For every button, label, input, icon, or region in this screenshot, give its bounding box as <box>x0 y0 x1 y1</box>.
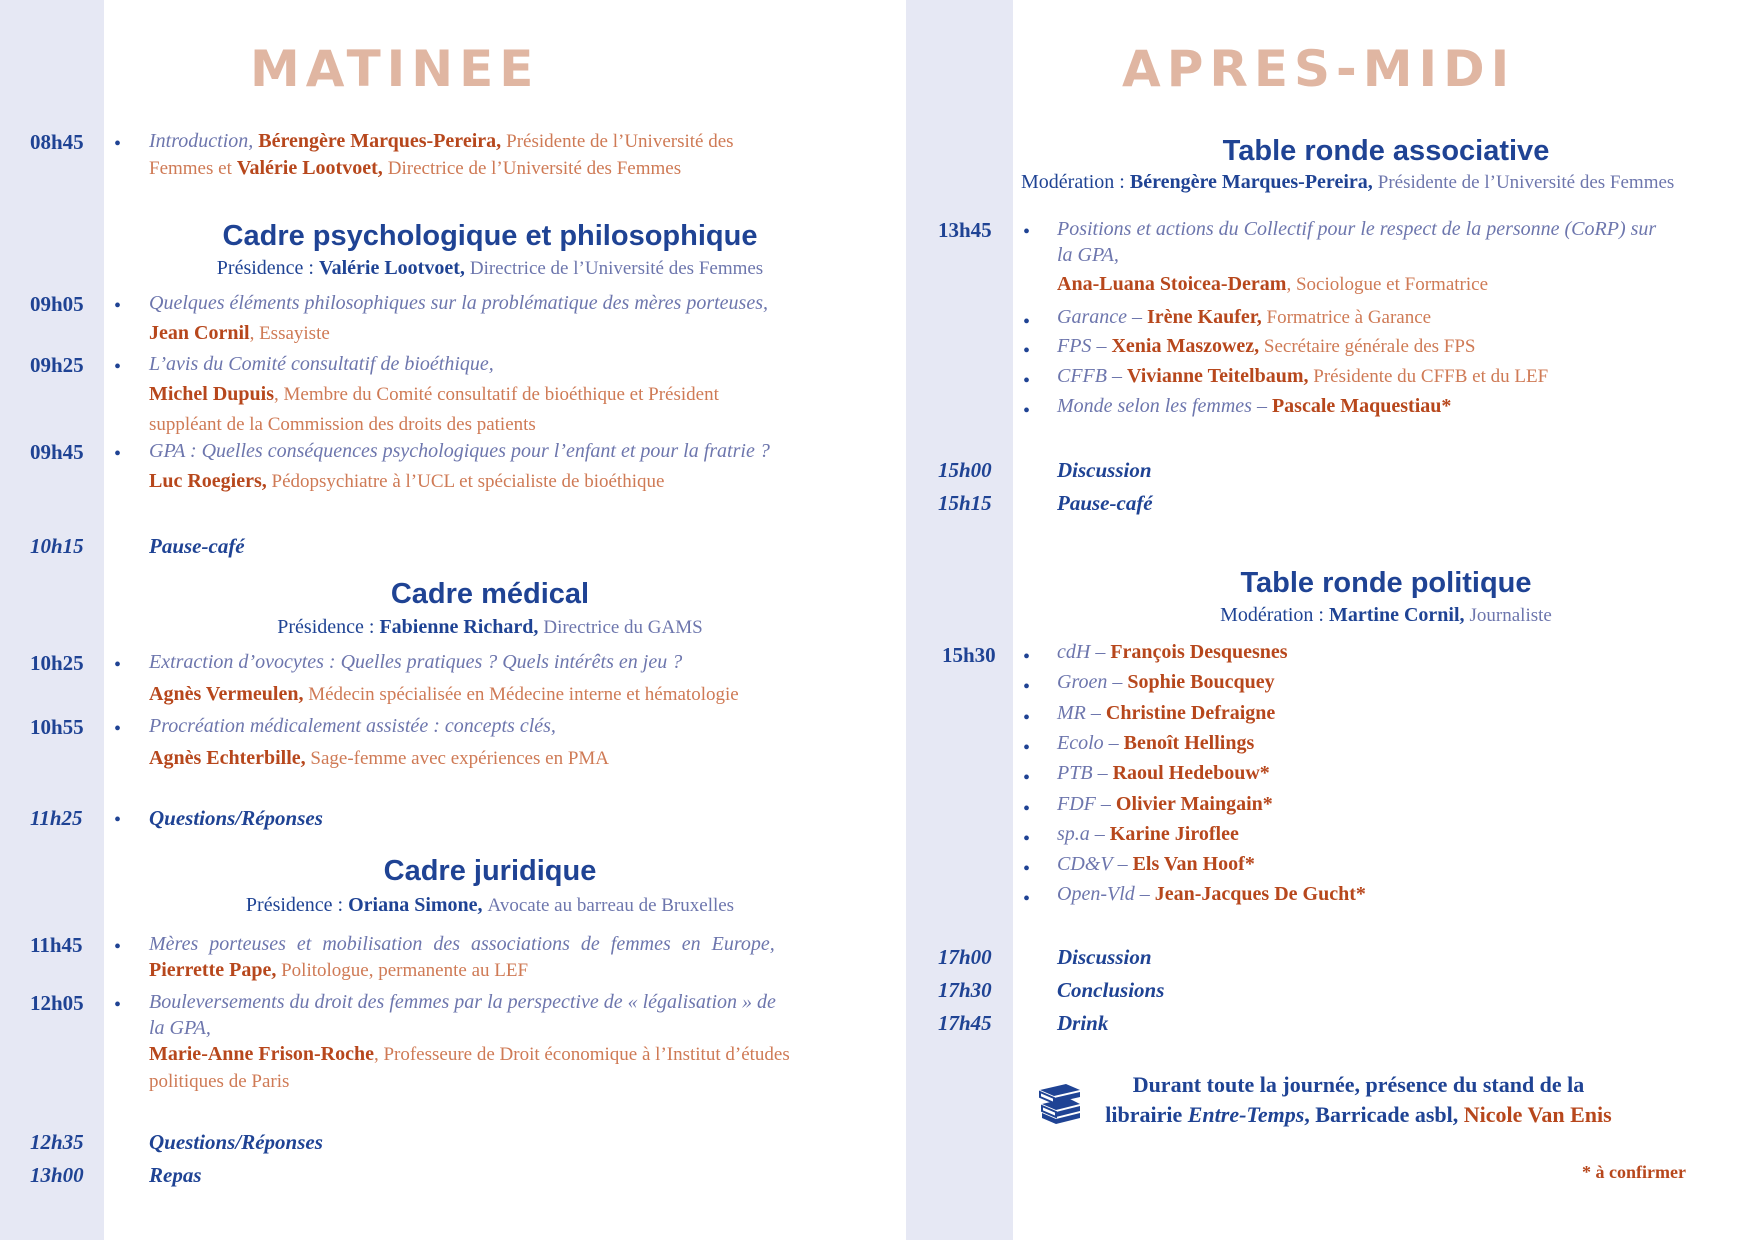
speaker-name: Valérie Lootvoet, <box>236 157 383 179</box>
section-chair-legal: Présidence : Oriana Simone, Avocate au barreau de Bruxelles <box>245 894 735 916</box>
time-1300: 13h00 <box>30 1163 84 1187</box>
time-1500: 15h00 <box>938 458 992 482</box>
bullet: • <box>1023 340 1031 362</box>
panel-member: MR – Christine Defraigne <box>1057 701 1276 724</box>
time-1145: 11h45 <box>30 933 83 957</box>
roundtable-assoc-moderator: Modération : Bérengère Marques-Pereira, Présidente de l’Université des Femmes <box>1021 171 1675 193</box>
speaker-name: Luc Roegiers, <box>149 470 267 492</box>
bullet: • <box>114 295 122 317</box>
time-1730: 17h30 <box>938 978 992 1002</box>
bullet: • <box>1023 370 1031 392</box>
qa-label: Questions/Réponses <box>149 806 323 830</box>
talk-item: L’avis du Comité consultatif de bioéthique, Michel Dupuis, Membre du Comité consultatif de bioéthique et Président suppléant de la Commission des droits des patients <box>149 353 719 435</box>
speaker-name: Jean Cornil <box>149 322 250 344</box>
roundtable-pol-moderator: Modération : Martine Cornil, Journaliste <box>1220 604 1552 626</box>
talk-item: Extraction d’ovocytes : Quelles pratiques ? Quels intérêts en jeu ? Agnès Vermeulen, Médecin spécialisée en Médecine interne et hématologie <box>149 651 739 705</box>
bullet: • <box>114 133 122 155</box>
bullet: • <box>1023 767 1031 790</box>
speaker-name: Pierrette Pape, <box>149 959 277 981</box>
talk-item: Mères porteuses et mobilisation des associations de femmes en Europe, Pierrette Pape, Politologue, permanente au LEF <box>149 933 775 981</box>
speaker-name: Agnès Vermeulen, <box>149 683 304 705</box>
conclusions-label: Conclusions <box>1057 978 1165 1002</box>
time-1055: 10h55 <box>30 715 84 739</box>
bullet: • <box>1023 797 1031 820</box>
bullet: • <box>1023 400 1031 422</box>
section-title-psycho: Cadre psychologique et philosophique <box>222 220 758 252</box>
time-0905: 09h05 <box>30 292 84 316</box>
panel-member: sp.a – Karine Jiroflee <box>1057 822 1239 845</box>
time-1345: 13h45 <box>938 218 992 242</box>
time-1205: 12h05 <box>30 991 84 1015</box>
qa-label: Questions/Réponses <box>149 1130 323 1154</box>
time-1530: 15h30 <box>942 643 996 667</box>
talk-item: Quelques éléments philosophiques sur la problématique des mères porteuses, Jean Cornil, Essayiste <box>149 292 768 344</box>
pause-label: Pause-café <box>1057 491 1153 515</box>
afternoon-panel <box>906 0 1754 1240</box>
speaker-name: Bérengère Marques-Pereira, <box>258 130 502 152</box>
time-1745: 17h45 <box>938 1011 992 1035</box>
panel-member: FDF – Olivier Maingain* <box>1057 792 1273 815</box>
bullet: • <box>114 809 122 831</box>
bullet: • <box>1023 888 1031 911</box>
time-1025: 10h25 <box>30 651 84 675</box>
panel-member: Monde selon les femmes – Pascale Maquestiau* <box>1057 395 1452 417</box>
section-chair-medical: Présidence : Fabienne Richard, Directrice du GAMS <box>277 616 703 638</box>
section-chair-psycho: Présidence : Valérie Lootvoet, Directrice de l’Université des Femmes <box>216 257 764 279</box>
bookstand-note: Durant toute la journée, présence du stand de la librairie Entre-Temps, Barricade asbl, Nicole Van Enis <box>1105 1072 1612 1127</box>
panel-member: FPS – Xenia Maszowez, Secrétaire générale des FPS <box>1057 335 1476 357</box>
time-1015: 10h15 <box>30 534 84 558</box>
bullet: • <box>1023 221 1031 243</box>
bullet: • <box>114 994 122 1016</box>
afternoon-title: APRES-MIDI <box>1122 40 1516 98</box>
speaker-name: Ana-Luana Stoicea-Deram <box>1057 273 1287 295</box>
pause-label: Pause-café <box>149 534 245 558</box>
panel-member: Open-Vld – Jean-Jacques De Gucht* <box>1057 883 1366 906</box>
time-0845: 08h45 <box>30 130 84 154</box>
bullet: • <box>1023 736 1031 759</box>
to-confirm-note: * à confirmer <box>1582 1162 1686 1182</box>
bullet: • <box>114 936 122 958</box>
discussion-label: Discussion <box>1057 458 1152 482</box>
time-1515: 15h15 <box>938 491 992 515</box>
section-title-legal: Cadre juridique <box>383 855 597 887</box>
panel-member: PTB – Raoul Hedebouw* <box>1057 762 1270 785</box>
discussion-label: Discussion <box>1057 945 1152 969</box>
bullet: • <box>1023 676 1031 699</box>
talk-item: Positions et actions du Collectif pour le respect de la personne (CoRP) sur la GPA, Ana-Luana Stoicea-Deram, Sociologue et Formatrice <box>1057 218 1657 295</box>
bullet: • <box>1023 827 1031 850</box>
drink-label: Drink <box>1057 1011 1109 1035</box>
panel-member: Ecolo – Benoît Hellings <box>1057 731 1255 754</box>
speaker-name: Marie-Anne Frison-Roche <box>149 1043 374 1065</box>
time-0925: 09h25 <box>30 353 84 377</box>
panel-member: CFFB – Vivianne Teitelbaum, Présidente du CFFB et du LEF <box>1057 365 1549 387</box>
section-title-medical: Cadre médical <box>390 578 590 610</box>
panel-member: CD&V – Els Van Hoof* <box>1057 853 1255 876</box>
bullet: • <box>1023 311 1031 333</box>
lunch-label: Repas <box>149 1163 202 1187</box>
roundtable-assoc-title: Table ronde associative <box>1222 135 1550 167</box>
morning-title: MATINEE <box>250 40 540 98</box>
talk-item: GPA : Quelles conséquences psychologiques pour l’enfant et pour la fratrie ? Luc Roegiers, Pédopsychiatre à l’UCL et spécialiste de bioéthique <box>149 440 770 492</box>
time-1700: 17h00 <box>938 945 992 969</box>
talk-item: Procréation médicalement assistée : concepts clés, Agnès Echterbille, Sage-femme avec expériences en PMA <box>149 715 609 769</box>
talk-item: Bouleversements du droit des femmes par la perspective de « légalisation » de la GPA, Marie-Anne Frison-Roche, Professeure de Droit économique à l’Institut d’études politiques de Paris <box>149 991 790 1092</box>
panel-member: Groen – Sophie Boucquey <box>1057 671 1275 694</box>
books-icon <box>1036 1080 1084 1128</box>
bullet: • <box>114 654 122 676</box>
time-1235: 12h35 <box>30 1130 84 1154</box>
speaker-name: Agnès Echterbille, <box>149 747 306 769</box>
intro-item: Introduction, Bérengère Marques-Pereira, Présidente de l’Université des Femmes et Valérie Lootvoet, Directrice de l’Université des Femmes <box>149 130 734 179</box>
bullet: • <box>1023 706 1031 729</box>
panel-member: cdH – François Desquesnes <box>1057 641 1288 663</box>
time-1125: 11h25 <box>30 806 83 830</box>
bullet: • <box>114 443 122 465</box>
bullet: • <box>1023 646 1031 668</box>
speaker-name: Michel Dupuis <box>149 383 275 405</box>
bullet: • <box>114 718 122 740</box>
roundtable-pol-title: Table ronde politique <box>1240 567 1532 599</box>
bullet: • <box>1023 858 1031 881</box>
time-0945: 09h45 <box>30 440 84 464</box>
bullet: • <box>114 356 122 378</box>
panel-member: Garance – Irène Kaufer, Formatrice à Garance <box>1057 306 1432 328</box>
